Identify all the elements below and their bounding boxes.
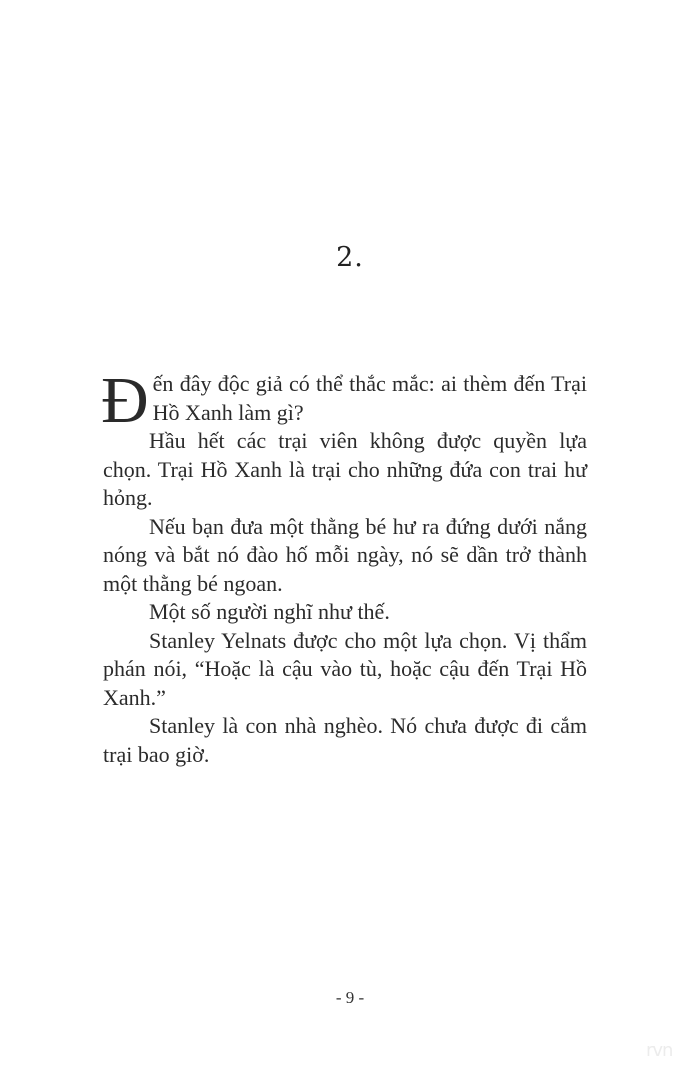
paragraph-1 [101, 364, 587, 437]
paragraph-2: Hầu hết các trại viên không được quyền lựa chọn. Trại Hồ Xanh là trại cho những đứa con trai hư hỏng. [103, 428, 587, 510]
paragraph-1-text: ến đây độc giả có thể thắc mắc: ai thèm đến Trại Hồ Xanh làm gì? [152, 371, 587, 425]
paragraph-6: Stanley là con nhà nghèo. Nó chưa được đi cắm trại bao giờ. [103, 713, 587, 767]
chapter-number: 2. [336, 242, 364, 273]
page-number: - 9 - [335, 988, 365, 1007]
drop-cap: Đ [101, 364, 149, 437]
paragraph-5: Stanley Yelnats được cho một lựa chọn. Vị thẩm phán nói, “Hoặc là cậu vào tù, hoặc cậu đến Trại Hồ Xanh.” [103, 627, 587, 710]
chapter-body [101, 364, 587, 769]
paragraph-4: Một số người nghĩ như thế. [149, 599, 390, 624]
watermark: rvn [646, 1040, 673, 1061]
paragraph-3: Nếu bạn đưa một thằng bé hư ra đứng dưới nắng nóng và bắt nó đào hố mỗi ngày, nó sẽ dần trở thành một thằng bé ngoan. [103, 513, 587, 596]
